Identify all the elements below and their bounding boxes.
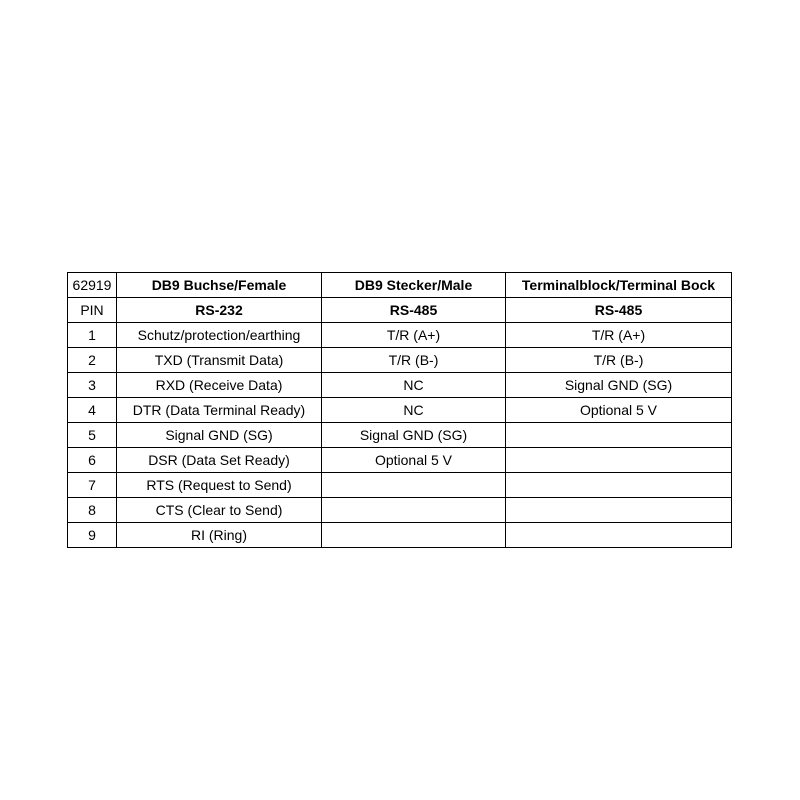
table-row <box>68 498 732 523</box>
terminal-rs485-signal <box>506 473 732 498</box>
pinout-table <box>67 272 732 548</box>
rs485-male-header: RS-485 <box>322 298 506 323</box>
rs232-header: RS-232 <box>117 298 322 323</box>
pin-header: PIN <box>68 298 117 323</box>
terminal-rs485-signal: Optional 5 V <box>506 398 732 423</box>
rs232-signal: DTR (Data Terminal Ready) <box>117 398 322 423</box>
pin-number: 2 <box>68 348 117 373</box>
subheader-row <box>68 298 732 323</box>
pin-number: 4 <box>68 398 117 423</box>
table-row <box>68 348 732 373</box>
rs232-signal: Schutz/protection/earthing <box>117 323 322 348</box>
rs232-signal: RTS (Request to Send) <box>117 473 322 498</box>
male-rs485-signal: T/R (A+) <box>322 323 506 348</box>
table-row <box>68 323 732 348</box>
terminal-rs485-signal <box>506 423 732 448</box>
male-rs485-signal: NC <box>322 398 506 423</box>
rs232-signal: CTS (Clear to Send) <box>117 498 322 523</box>
pin-number: 5 <box>68 423 117 448</box>
pin-number: 7 <box>68 473 117 498</box>
table-row <box>68 373 732 398</box>
article-number-cell: 62919 <box>68 273 117 298</box>
pinout-table-container <box>67 272 731 543</box>
male-rs485-signal <box>322 523 506 548</box>
male-rs485-signal: NC <box>322 373 506 398</box>
terminal-rs485-signal: Signal GND (SG) <box>506 373 732 398</box>
db9-female-header: DB9 Buchse/Female <box>117 273 322 298</box>
header-row <box>68 273 732 298</box>
pin-number: 8 <box>68 498 117 523</box>
rs485-terminal-header: RS-485 <box>506 298 732 323</box>
table-row <box>68 423 732 448</box>
pin-number: 3 <box>68 373 117 398</box>
db9-male-header: DB9 Stecker/Male <box>322 273 506 298</box>
table-row <box>68 448 732 473</box>
terminal-rs485-signal <box>506 498 732 523</box>
terminal-rs485-signal <box>506 523 732 548</box>
rs232-signal: TXD (Transmit Data) <box>117 348 322 373</box>
male-rs485-signal <box>322 473 506 498</box>
male-rs485-signal: T/R (B-) <box>322 348 506 373</box>
male-rs485-signal: Optional 5 V <box>322 448 506 473</box>
pin-number: 1 <box>68 323 117 348</box>
terminal-rs485-signal: T/R (B-) <box>506 348 732 373</box>
male-rs485-signal: Signal GND (SG) <box>322 423 506 448</box>
rs232-signal: Signal GND (SG) <box>117 423 322 448</box>
terminal-rs485-signal: T/R (A+) <box>506 323 732 348</box>
table-row <box>68 523 732 548</box>
table-row <box>68 473 732 498</box>
rs232-signal: RI (Ring) <box>117 523 322 548</box>
terminal-rs485-signal <box>506 448 732 473</box>
rs232-signal: RXD (Receive Data) <box>117 373 322 398</box>
pin-number: 9 <box>68 523 117 548</box>
male-rs485-signal <box>322 498 506 523</box>
terminal-block-header: Terminalblock/Terminal Bock <box>506 273 732 298</box>
rs232-signal: DSR (Data Set Ready) <box>117 448 322 473</box>
pin-number: 6 <box>68 448 117 473</box>
table-row <box>68 398 732 423</box>
